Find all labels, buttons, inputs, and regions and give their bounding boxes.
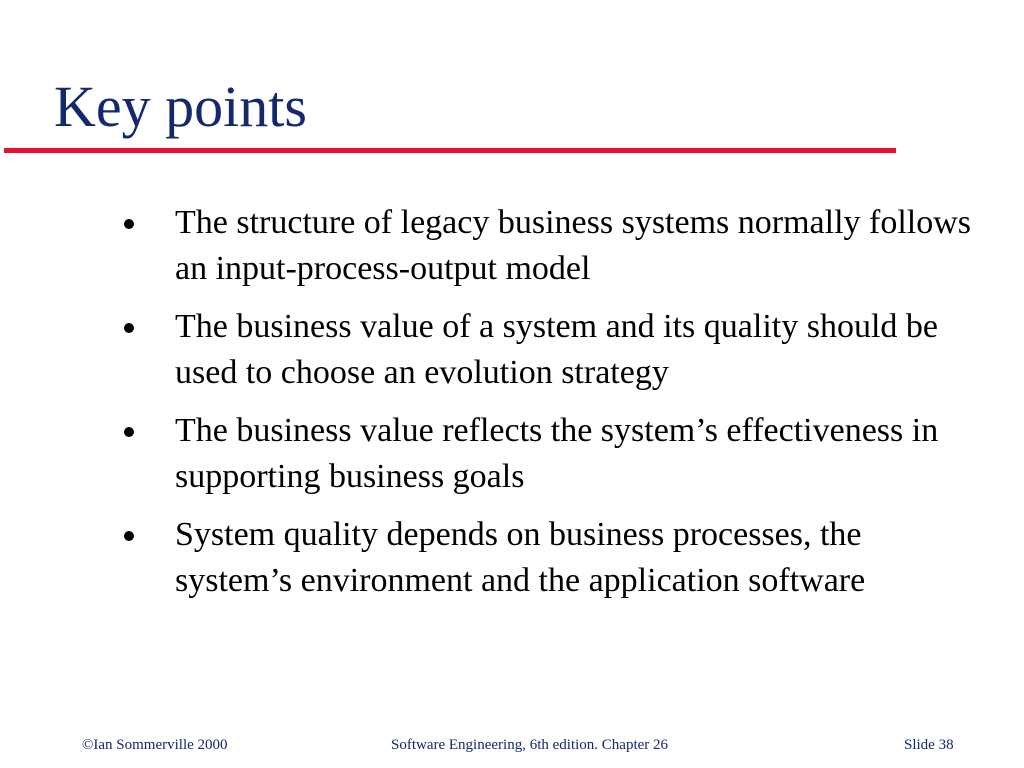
- title-underline: [4, 148, 896, 153]
- slide-title: Key points: [54, 74, 307, 139]
- bullet-dot-icon: [124, 219, 134, 229]
- bullet-item: [120, 512, 980, 604]
- bullet-dot-icon: [124, 323, 134, 333]
- bullet-item: [120, 200, 980, 292]
- footer-slide-number: Slide 38: [904, 737, 954, 753]
- bullet-text: The business value of a system and its quality should be used to choose an evolution strategy: [175, 308, 938, 391]
- bullet-dot-icon: [124, 531, 134, 541]
- bullet-item: [120, 304, 980, 396]
- bullet-item: [120, 408, 980, 500]
- bullet-text: System quality depends on business processes, the system’s environment and the application software: [175, 516, 866, 599]
- bullet-list: [120, 200, 980, 616]
- bullet-text: The business value reflects the system’s effectiveness in supporting business goals: [175, 412, 939, 495]
- bullet-text: The structure of legacy business systems normally follows an input-process-output model: [175, 204, 972, 287]
- bullet-dot-icon: [124, 427, 134, 437]
- footer-book-title: Software Engineering, 6th edition. Chapter 26: [391, 737, 669, 753]
- footer-copyright: ©Ian Sommerville 2000: [82, 737, 228, 753]
